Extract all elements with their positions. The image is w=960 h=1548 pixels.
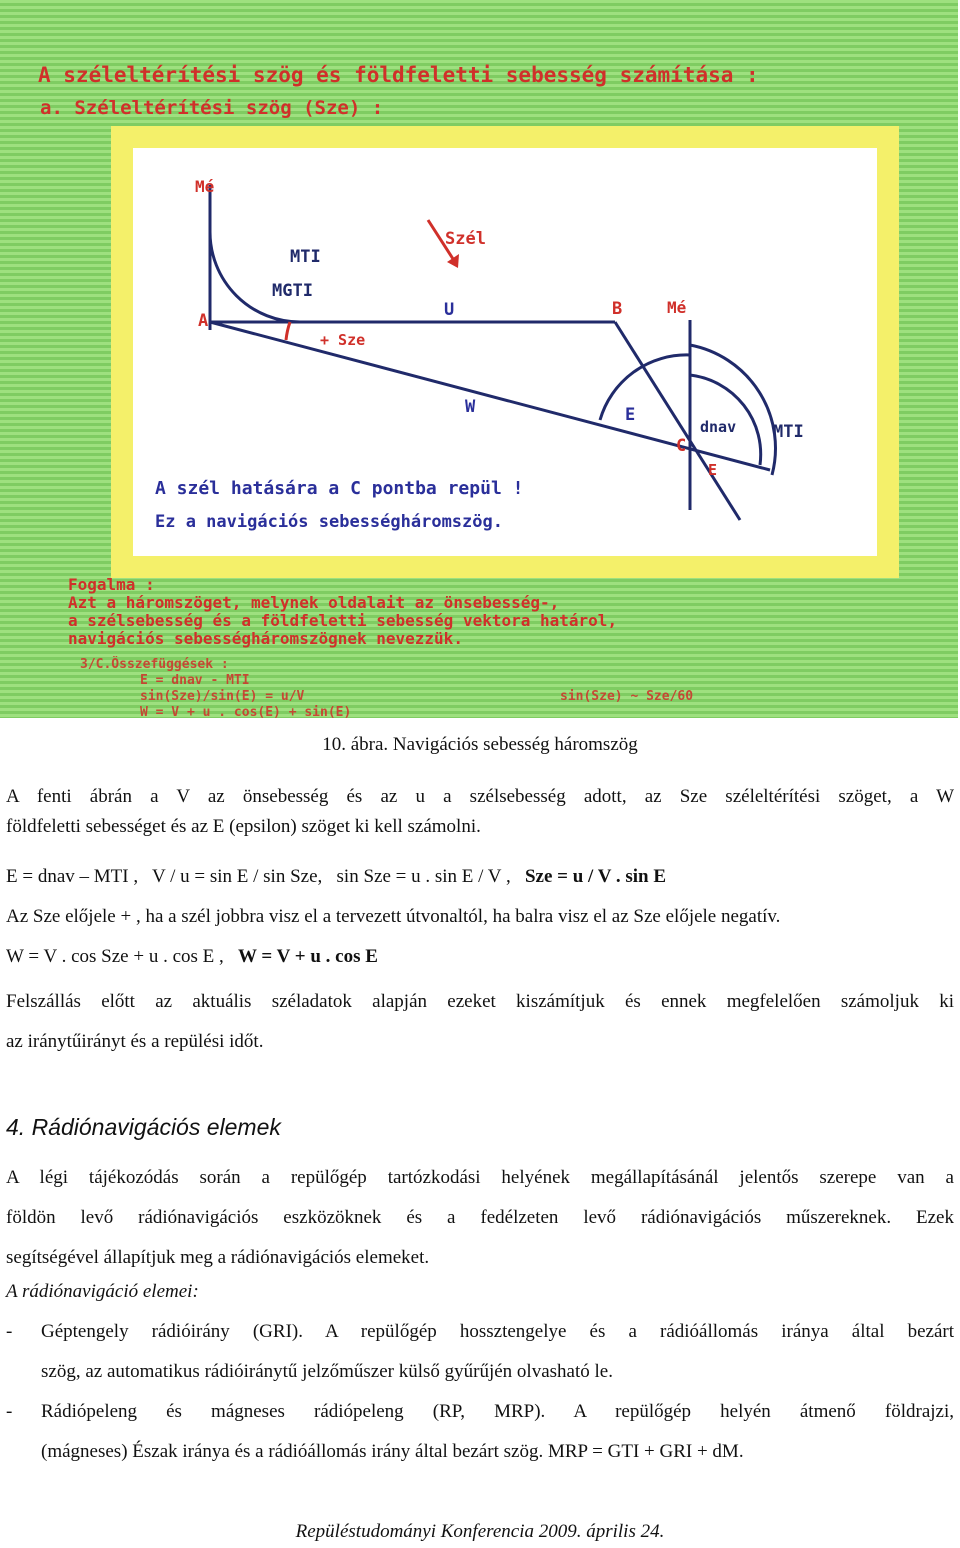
formula-2-result: W = V + u . cos E <box>238 946 378 967</box>
label-wind: Szél <box>445 229 486 249</box>
screen-definition-line-3: navigációs sebességháromszögnek nevezzük. <box>68 629 463 648</box>
formula-1-result: Sze = u / V . sin E <box>524 866 666 887</box>
label-mgti: MGTI <box>272 281 313 301</box>
screen-relation-2: sin(Sze)/sin(E) = u/V <box>140 689 305 704</box>
label-w: W <box>465 397 476 417</box>
screen-message-1: A szél hatására a C pontba repül ! <box>155 478 524 499</box>
list-dash: - <box>6 1321 13 1342</box>
label-sze: + Sze <box>320 331 366 349</box>
paragraph-2: Az Sze előjele + , ha a szél jobbra visz el a tervezett útvonaltól, ha balra visz el az Sze előjele negatív. <box>6 906 781 927</box>
label-mti-2: MTI <box>773 422 804 442</box>
label-e: E <box>625 405 636 425</box>
screen-definition-line-2: a szélsebesség és a földfeletti sebesség vektora határol, <box>68 611 618 630</box>
screen-relation-3: sin(Sze) ~ Sze/60 <box>560 689 694 704</box>
formula-2-plain: W = V . cos Sze + u . cos E , <box>6 946 238 967</box>
screen-definition-line-1: Azt a háromszöget, melynek oldalait az önsebesség-, <box>68 593 560 612</box>
list-item-gri-line-1: Géptengely rádióirány (GRI). A repülőgép hossztengelye és a rádióállomás iránya által bezárt <box>41 1321 954 1342</box>
screen-relation-1: E = dnav - MTI <box>140 673 250 688</box>
screen-relations-title: 3/C.Összefüggések : <box>80 657 229 672</box>
paragraph-3-line-1: Felszállás előtt az aktuális széladatok alapján ezeket kiszámítjuk és ennek megfelelően számoljuk ki <box>6 991 954 1012</box>
paragraph-1 <box>6 782 954 842</box>
label-a: A <box>198 311 209 331</box>
formula-1-plain: E = dnav – MTI , V / u = sin E / sin Sze, sin Sze = u . sin E / V , <box>6 866 525 887</box>
paragraph-1-line-1: A fenti ábrán a V az önsebesség és az u a szélsebesség adott, az Sze széleltérítési szöget, a W <box>6 786 954 807</box>
list-title: A rádiónavigáció elemei: <box>6 1281 199 1302</box>
screen-definition-title: Fogalma : <box>68 575 155 594</box>
label-e-2: E <box>708 461 718 479</box>
list-item-rp-line-1: Rádiópeleng és mágneses rádiópeleng (RP, MRP). A repülőgép helyén átmenő földrajzi, <box>41 1401 954 1422</box>
label-mti: MTI <box>290 247 321 267</box>
label-dnav: dnav <box>700 418 737 436</box>
label-c: C <box>676 436 687 456</box>
paragraph-4 <box>6 1158 954 1278</box>
figure-photo <box>0 0 958 718</box>
paragraph-4-line-1: A légi tájékozódás során a repülőgép tartózkodási helyének megállapításánál jelentős szerepe van a <box>6 1167 954 1188</box>
screen-message-2: Ez a navigációs sebességháromszög. <box>155 512 503 532</box>
paragraph-4-line-2: földön levő rádiónavigációs eszközöknek és a fedélzeten levő rádiónavigációs műszereknek. Ezek <box>6 1207 954 1228</box>
paragraph-4-line-3: segítségével állapítjuk meg a rádiónavigációs elemeket. <box>6 1247 430 1268</box>
screen-subtitle: a. Széleltérítési szög (Sze) : <box>40 97 384 119</box>
label-mg: Mé <box>195 177 215 196</box>
list-item-gri-line-2: szög, az automatikus rádióiránytű jelzőműszer külső gyűrűjén olvasható le. <box>41 1361 613 1382</box>
formula-2 <box>6 942 954 972</box>
navigation-triangle-diagram <box>0 0 958 718</box>
list-item-rp-line-2: (mágneses) Észak iránya és a rádióállomás irány által bezárt szög. MRP = GTI + GRI + dM. <box>41 1441 744 1462</box>
label-b: B <box>612 299 623 319</box>
paragraph-1-line-2: földfeletti sebességet és az E (epsilon) szöget ki kell számolni. <box>6 816 481 837</box>
paragraph-3-line-2: az iránytűirányt és a repülési időt. <box>6 1031 264 1052</box>
label-mg-2: Mé <box>667 298 687 317</box>
section-heading: 4. Rádiónavigációs elemek <box>6 1114 281 1140</box>
label-u: U <box>444 300 455 320</box>
screen-relation-4: W = V + u . cos(E) + sin(E) <box>140 705 352 718</box>
page-footer: Repüléstudományi Konferencia 2009. április 24. <box>295 1521 665 1542</box>
paragraph-3 <box>6 982 954 1062</box>
list-item-rp <box>6 1392 954 1472</box>
figure-caption: 10. ábra. Navigációs sebesség háromszög <box>322 734 638 755</box>
screen-title: A széleltérítési szög és földfeletti sebesség számítása : <box>38 63 759 87</box>
list-item-gri <box>6 1312 954 1392</box>
formula-1 <box>6 862 954 892</box>
list-dash: - <box>6 1401 13 1422</box>
